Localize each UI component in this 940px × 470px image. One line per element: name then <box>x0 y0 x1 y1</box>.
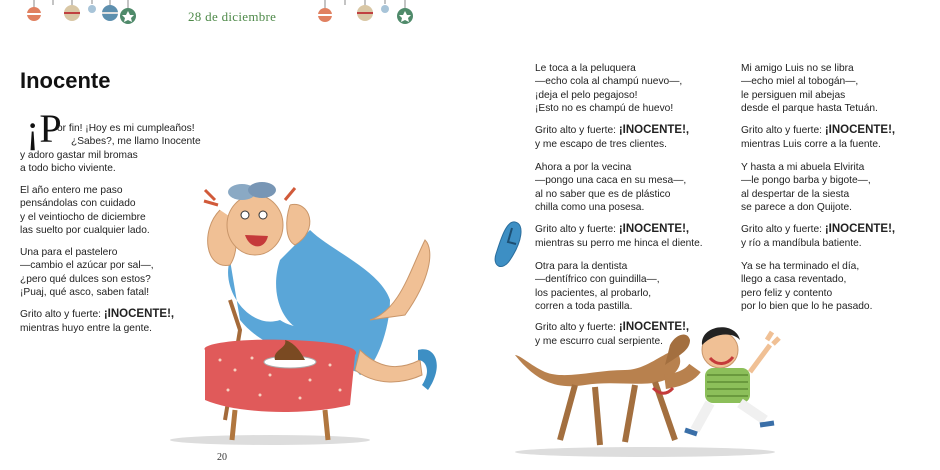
drop-cap: ¡P <box>26 106 62 151</box>
refrain-mid-2 <box>535 223 689 236</box>
refrain-mid-2-line2: mientras su perro me hinca el diente. <box>535 238 703 249</box>
stanza-left-2: Una para el pastelero —cambio el azúcar por sal—, ¿pero qué dulces son estos? ¡Puaj, qué asco, saben fatal! <box>20 247 154 299</box>
poem-title: Inocente <box>20 68 111 93</box>
stanza-right-1: Mi amigo Luis no se libra —echo miel al tobogán—, le persiguen mil abejas desde el parque hasta Tetuán. <box>741 63 878 115</box>
dog-boy-illustration <box>505 310 805 460</box>
stanza-left-1: El año entero me paso pensándolas con cuidado y el veintiocho de diciembre las suelto por cualquier lado. <box>20 185 150 237</box>
refrain-prefix: Grito alto y fuerte: <box>535 224 619 235</box>
page-number: 20 <box>217 452 227 463</box>
refrain-word: ¡INOCENTE!, <box>618 321 690 333</box>
refrain-prefix: Grito alto y fuerte: <box>741 224 825 235</box>
refrain-mid-1 <box>535 124 689 137</box>
first-line: or fin! ¡Hoy es mi cumpleaños! <box>57 123 195 134</box>
first-line-4: a todo bicho viviente. <box>20 163 116 174</box>
refrain-word: ¡INOCENTE!, <box>824 124 896 136</box>
refrain-prefix: Grito alto y fuerte: <box>535 322 619 333</box>
stanza-right-3: Ya se ha terminado el día, llego a casa reventado, pero feliz y contento por lo bien que lo he pasado. <box>741 261 873 313</box>
date-header: 28 de diciembre <box>188 9 277 24</box>
refrain-left-line2: mientras huyo entre la gente. <box>20 323 152 334</box>
stanza-right-2: Y hasta a mi abuela Elvirita —le pongo barba y bigote—, al despertar de la siesta se parece a don Quijote. <box>741 162 871 214</box>
refrain-prefix: Grito alto y fuerte: <box>535 125 619 136</box>
stanza-mid-1: Le toca a la peluquera —echo cola al champú nuevo—, ¡deja el pelo pegajoso! ¡Esto no es champú de huevo! <box>535 63 683 115</box>
stanza-mid-2: Ahora a por la vecina —pongo una caca en su mesa—, al no saber que es de plástico chilla como una posesa. <box>535 162 687 214</box>
refrain-prefix: Grito alto y fuerte: <box>741 125 825 136</box>
christmas-ornaments-right <box>305 0 420 30</box>
refrain-right-1 <box>741 124 895 137</box>
first-line-2: ¿Sabes?, me llamo Inocente <box>71 136 201 147</box>
stanza-mid-3: Otra para la dentista —dentífrico con guindilla—, los pacientes, al probarlo, corren a toda pastilla. <box>535 261 660 313</box>
refrain-word: ¡INOCENTE!, <box>103 308 175 320</box>
refrain-word: ¡INOCENTE!, <box>824 223 896 235</box>
refrain-mid-1-line2: y me escapo de tres clientes. <box>535 139 667 150</box>
refrain-mid-3-line2: y me escurro cual serpiente. <box>535 336 663 347</box>
refrain-word: ¡INOCENTE!, <box>618 124 690 136</box>
refrain-word: ¡INOCENTE!, <box>618 223 690 235</box>
christmas-ornaments-left <box>20 0 150 30</box>
first-line-3: y adoro gastar mil bromas <box>20 150 138 161</box>
flip-flop-illustration <box>490 220 530 272</box>
refrain-right-2 <box>741 223 895 236</box>
refrain-left <box>20 308 174 321</box>
woman-table-illustration <box>160 170 450 450</box>
refrain-prefix: Grito alto y fuerte: <box>20 309 104 320</box>
refrain-right-2-line2: y río a mandíbula batiente. <box>741 238 862 249</box>
refrain-right-1-line2: mientras Luis corre a la fuente. <box>741 139 881 150</box>
